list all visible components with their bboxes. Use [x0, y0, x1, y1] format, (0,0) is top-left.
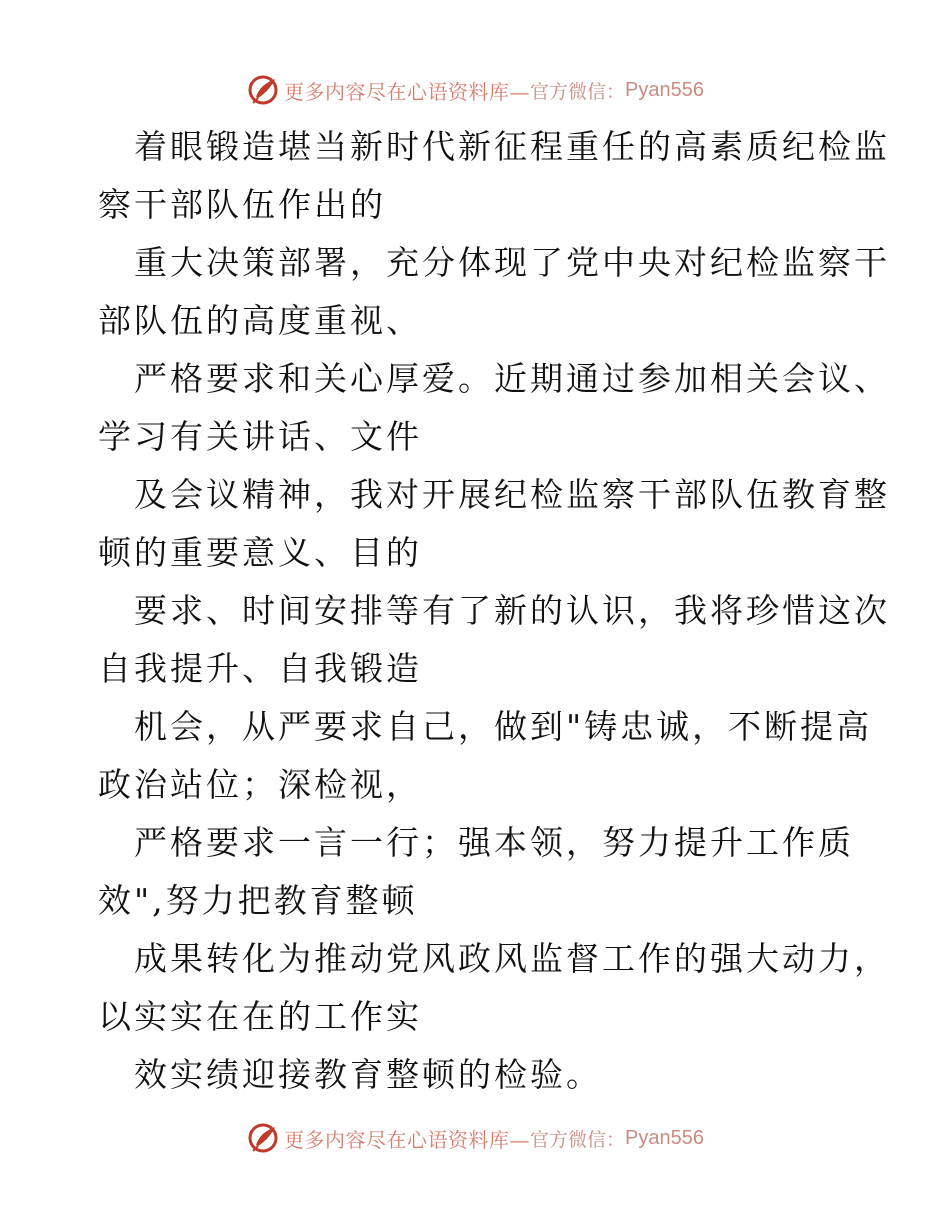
body-line: 效",努力把教育整顿: [98, 881, 418, 920]
body-line: 以实实在在的工作实: [98, 997, 422, 1036]
body-line: 严格要求一言一行；强本领，努力提升工作质: [134, 823, 854, 862]
footer-wechat-label: 官方微信：: [530, 1128, 626, 1151]
footer-wechat-id: Pyan556: [625, 1126, 704, 1149]
header-wechat-id: Pyan556: [625, 78, 704, 101]
quill-logo-icon: [246, 1121, 280, 1155]
body-line: 效实绩迎接教育整顿的检验。: [134, 1055, 602, 1094]
body-line: 顿的重要意义、目的: [98, 533, 422, 572]
page-header-banner: [0, 72, 950, 108]
body-line: 要求、时间安排等有了新的认识，我将珍惜这次: [134, 591, 890, 630]
body-line: 重大决策部署，充分体现了党中央对纪检监察干: [134, 243, 890, 282]
page-footer-banner: [0, 1120, 950, 1156]
footer-text: 更多内容尽在心语资料库—: [284, 1127, 530, 1152]
body-line: 及会议精神，我对开展纪检监察干部队伍教育整: [134, 475, 890, 514]
quill-logo-icon: [246, 73, 280, 107]
body-line: 察干部队伍作出的: [98, 185, 386, 224]
body-line: 自我提升、自我锻造: [98, 649, 422, 688]
body-line: 部队伍的高度重视、: [98, 301, 422, 340]
header-wechat-label: 官方微信：: [530, 80, 626, 103]
body-line: 机会，从严要求自己，做到"铸忠诚，不断提高: [134, 707, 873, 746]
body-line: 成果转化为推动党风政风监督工作的强大动力，: [134, 939, 890, 978]
header-text: 更多内容尽在心语资料库—: [284, 79, 530, 104]
body-line: 学习有关讲话、文件: [98, 417, 422, 456]
document-body: [98, 118, 890, 1104]
body-line: 政治站位；深检视，: [98, 765, 422, 804]
body-line: 着眼锻造堪当新时代新征程重任的高素质纪检监: [134, 127, 890, 166]
body-line: 严格要求和关心厚爱。近期通过参加相关会议、: [134, 359, 890, 398]
